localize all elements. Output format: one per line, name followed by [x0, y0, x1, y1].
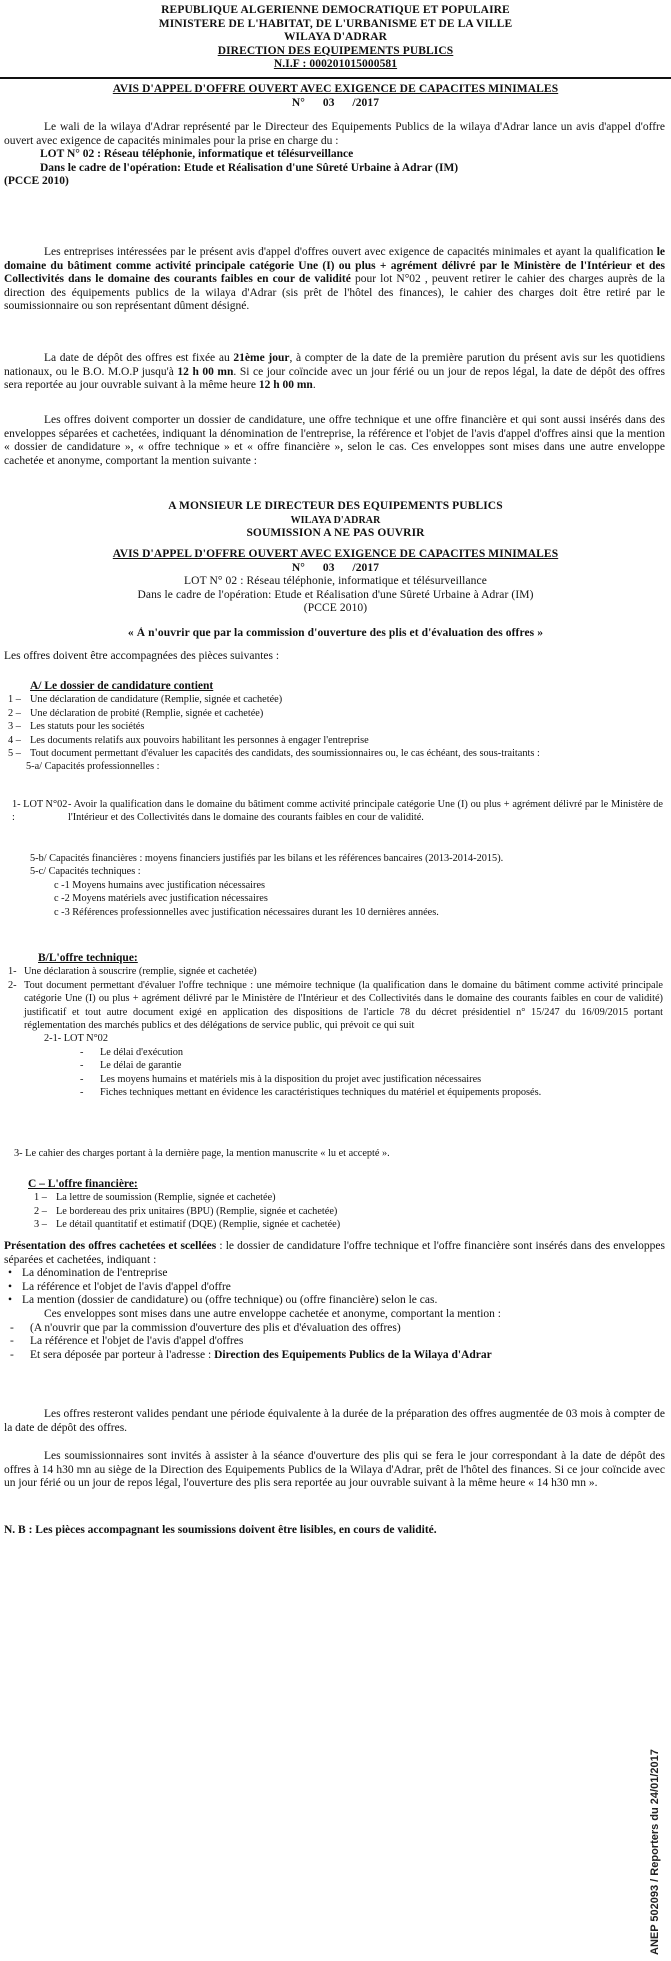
- intro-paragraph: Le wali de la wilaya d'Adrar représenté par le Directeur des Equipements Publics de la wilaya d'Adrar lance un avis d'appel d'offre ouvert avec exigence de capacités minimales pour la prise en charge du :: [4, 121, 665, 147]
- list-item: - Les moyens humains et matériels mis à la disposition du projet avec justification nécessaires: [100, 1073, 643, 1086]
- presentation-text: : le dossier de candidature l'offre technique et l'offre financière sont insérés dans des enveloppes séparées et cachetées, indiquant :: [4, 1240, 665, 1266]
- intro-lot: LOT N° 02 : Réseau téléphonie, informatique et télésurveillance: [40, 148, 354, 161]
- list-item: • La référence et l'objet de l'avis d'appel d'offre: [22, 1281, 665, 1295]
- technical-capacities: 5-c/ Capacités techniques :: [30, 866, 141, 878]
- list-item: • La mention (dossier de candidature) ou (offre technique) ou (offre financière) selon le cas.: [22, 1294, 665, 1308]
- deadline-text-4: .: [312, 379, 316, 392]
- deadline-text-1: La date de dépôt des offres est fixée au: [44, 352, 234, 364]
- technical-lot-list: [8, 1046, 663, 1100]
- technical-lot: 2-1- LOT N°02: [44, 1033, 108, 1045]
- address-block: [0, 500, 671, 541]
- list-number: 1 –: [34, 1192, 47, 1204]
- deadline-hour-2: 12 h 00 mn: [258, 379, 313, 392]
- list-number: 3 –: [34, 1219, 47, 1231]
- section-candidature-title: A/ Le dossier de candidature contient: [30, 680, 214, 692]
- list-item: Les statuts pour les sociétés: [30, 721, 145, 733]
- header-nif: N.I.F : 000201015000581: [273, 58, 398, 70]
- title-repeat: [0, 548, 671, 616]
- technical-item-2: Tout document permettant d'évaluer l'offre technique : une mémoire technique (la qualification dans le domaine du bâtiment comme activité principale catégorie Une (I) ou plus + agrément délivré par le Ministère de l'Intérieur et des Collectivités dans le domaine des courants faibles en cour de validité) justificatif et tout autre document exigé en application des dispositions de l'article 78 du décret présidentiel n° 15/247 du 16/09/2015 portant réglementation des marchés publics et des délégations de service public, qui prévoit ce qui suit: [24, 979, 663, 1032]
- lot-number: 1- LOT N°02 :: [12, 799, 68, 824]
- presentation-bullets: [4, 1267, 665, 1308]
- address-wilaya: WILAYA D'ADRAR: [290, 514, 381, 526]
- envelope-mention: Ces enveloppes sont mises dans une autre enveloppe cachetée et anonyme, comportant la mention :: [44, 1307, 501, 1320]
- pieces-intro: Les offres doivent être accompagnées des pièces suivantes :: [4, 650, 280, 662]
- header-divider: [0, 77, 671, 79]
- section-candidature: [8, 680, 663, 774]
- financial-capacities-text: 5-b/ Capacités financières : moyens financiers justifiés par les bilans et les références bancaires (2013-2014-2015).: [30, 853, 504, 864]
- list-item: - (A n'ouvrir que par la commission d'ouverture des plis et d'évaluation des offres): [30, 1322, 665, 1336]
- list-number: 5 –: [8, 748, 21, 760]
- list-item: Le bordereau des prix unitaires (BPU) (Remplie, signée et cachetée): [56, 1205, 338, 1217]
- presentation: [4, 1240, 665, 1362]
- section-financial: [8, 1178, 663, 1232]
- opening-session-text: Les soumissionnaires sont invités à assister à la séance d'ouverture des plis qui se fera le jour correspondant à la date de dépôt des offres à 14 h30 mn au siège de la Direction des Equipements Publics de la Wilaya d'Adrar, prêt de l'hôtel des finances. Si ce jour coïncide avec un jour férié ou un jour de repos légal, l'ouverture des plis sera reportée au jour ouvrable suivant à la même heure « 14 h30 mn ».: [4, 1450, 665, 1490]
- list-item: Une déclaration de candidature (Remplie, signée et cachetée): [30, 694, 283, 706]
- opening-session: [4, 1450, 665, 1491]
- header-wilaya: WILAYA D'ADRAR: [283, 31, 388, 43]
- financial-capacities: [30, 852, 663, 919]
- list-number: 3 –: [8, 721, 21, 733]
- presentation-title: Présentation des offres cachetées et scellées: [4, 1240, 217, 1252]
- deadline-text-3: . Si ce jour coïncide avec un jour férié ou un jour de repos légal, la date de dépôt des offres sera reportée au jour ouvrable suivant à la même heure: [4, 365, 665, 392]
- technical-capacity-item: c -1 Moyens humains avec justification nécessaires: [54, 879, 266, 891]
- eligibility-qualification: le domaine du bâtiment comme activité principale catégorie Une (I) ou plus + agrément délivré par le Ministère de l'Intérieur et des Collectivités dans le domaine des courants faibles en cour de validité: [4, 246, 665, 286]
- list-number: 4 –: [8, 734, 21, 746]
- list-item: Une déclaration de probité (Remplie, signée et cachetée): [30, 707, 264, 719]
- delivery-address: Direction des Equipements Publics de la Wilaya d'Adrar: [214, 1348, 492, 1361]
- intro-operation: Dans le cadre de l'opération: Etude et Réalisation d'une Sûreté Urbaine à Adrar (IM): [40, 161, 459, 174]
- professional-capacities: 5-a/ Capacités professionnelles :: [26, 761, 160, 773]
- list-item: [30, 1349, 665, 1363]
- eligibility-text-1: Les entreprises intéressées par le présent avis d'appel d'offres ouvert avec exigence de capacités minimales et ayant la qualification: [44, 246, 657, 258]
- list-number: 1-: [8, 966, 17, 978]
- validity-text: Les offres resteront valides pendant une période équivalente à la durée de la préparation des offres augmentée de 03 mois à compter de la date de dépôt des offres.: [4, 1408, 665, 1434]
- technical-capacity-item: c -3 Références professionnelles avec justification nécessaires durant les 10 dernières années.: [54, 906, 439, 918]
- list-item: La lettre de soumission (Remplie, signée et cachetée): [56, 1192, 276, 1204]
- header-ministry: MINISTERE DE L'HABITAT, DE L'URBANISME ET DE LA VILLE: [158, 17, 513, 30]
- nota-bene: N. B : Les pièces accompagnant les soumissions doivent être lisibles, en cours de validité.: [4, 1524, 437, 1536]
- envelopes-text: Les offres doivent comporter un dossier de candidature, une offre technique et une offre financière et qui sont aussi insérés dans des enveloppes séparées et cachetées, indiquant la dénomination de l'entreprise, la référence et l'objet de l'avis d'appel d'offres ainsi que la mention « dossier de candidature », « offre technique » et « offre financière », selon le cas. Ces enveloppes sont mises dans une autre enveloppe cachetée et anonyme, comportant la mention suivante :: [4, 414, 665, 467]
- list-number: 2 –: [34, 1205, 47, 1217]
- technical-capacity-item: c -2 Moyens matériels avec justification nécessaires: [54, 893, 268, 905]
- eligibility-paragraph: [4, 246, 665, 314]
- address-no-open: SOUMISSION A NE PAS OUVRIR: [246, 527, 425, 539]
- list-item: - Le délai d'exécution: [100, 1046, 643, 1059]
- title-number: N° 03 /2017: [291, 96, 380, 109]
- section-technical: [8, 952, 663, 1099]
- deadline-day: 21ème jour: [233, 352, 290, 364]
- list-number: 2 –: [8, 707, 21, 719]
- intro-pcce: (PCCE 2010): [4, 175, 69, 188]
- list-item: - Le délai de garantie: [100, 1059, 643, 1072]
- technical-item-1: Une déclaration à souscrire (remplie, signée et cachetée): [24, 966, 257, 978]
- list-number: 2-: [8, 979, 17, 991]
- title-repeat-operation: Dans le cadre de l'opération: Etude et Réalisation d'une Sûreté Urbaine à Adrar (IM): [137, 588, 534, 601]
- list-item: Le détail quantitatif et estimatif (DQE) (Remplie, signée et cachetée): [56, 1219, 341, 1231]
- header-direction: DIRECTION DES EQUIPEMENTS PUBLICS: [217, 44, 454, 57]
- title-repeat-main: AVIS D'APPEL D'OFFRE OUVERT AVEC EXIGENCE DE CAPACITES MINIMALES: [112, 548, 559, 560]
- deadline-paragraph: [4, 352, 665, 393]
- section-financial-title: C – L'offre financière:: [28, 1178, 138, 1190]
- validity: [4, 1408, 665, 1435]
- title-repeat-lot: LOT N° 02 : Réseau téléphonie, informatique et télésurveillance: [184, 575, 487, 587]
- eligibility-text-2: pour lot N°02 , peuvent retirer le cahier des charges auprès de la direction des équipements publics de la wilaya d'Adrar (sis prêt de l'hôtel des finances), le cahier des charges doit être retiré par le soumissionnaire ou son représentant dûment désigné.: [4, 273, 665, 313]
- list-number: 1 –: [8, 694, 21, 706]
- header: [0, 4, 671, 72]
- list-item: - La référence et l'objet de l'avis d'appel d'offres: [30, 1335, 665, 1349]
- lot-qualification: [12, 798, 663, 825]
- address-director: A MONSIEUR LE DIRECTEUR DES EQUIPEMENTS PUBLICS: [168, 500, 503, 512]
- header-republic: REPUBLIQUE ALGERIENNE DEMOCRATIQUE ET POPULAIRE: [161, 4, 510, 16]
- publication-reference: ANEP 502093 / Reporters du 24/01/2017: [649, 1749, 661, 1955]
- envelope-mention-list: [4, 1322, 665, 1363]
- list-item: Les documents relatifs aux pouvoirs habilitant les personnes à engager l'entreprise: [30, 734, 369, 746]
- deadline-hour: 12 h 00 mn: [177, 365, 234, 378]
- lot-requirement: - Avoir la qualification dans le domaine du bâtiment comme activité principale catégorie Une (I) ou plus + agrément délivré par le Ministère de l'Intérieur et des Collectivités dans le domaine des courants faibles en cour de validité.: [68, 799, 663, 824]
- opening-mention: « À n'ouvrir que par la commission d'ouverture des plis et d'évaluation des offres »: [127, 627, 544, 639]
- title-repeat-number: N° 03 /2017: [291, 561, 380, 574]
- title-repeat-pcce: (PCCE 2010): [303, 602, 368, 614]
- title: [0, 83, 671, 110]
- list-item: Tout document permettant d'évaluer les capacités des candidats, des soumissionnaires ou, le cas échéant, des sous-traitants :: [30, 748, 540, 760]
- title-main: AVIS D'APPEL D'OFFRE OUVERT AVEC EXIGENCE DE CAPACITES MINIMALES: [112, 83, 559, 95]
- list-item: • La dénomination de l'entreprise: [22, 1267, 665, 1281]
- delivery-text: Et sera déposée par porteur à l'adresse :: [30, 1348, 215, 1361]
- intro: [4, 121, 665, 189]
- envelopes-paragraph: [4, 414, 665, 468]
- deadline-text-2: , à compter de la date de la première parution du présent avis sur les quotidiens nationaux, ou le B.O. M.O.P jusqu'à: [4, 352, 665, 378]
- section-technical-title: B/L'offre technique:: [38, 952, 138, 964]
- technical-item-3: 3- Le cahier des charges portant à la dernière page, la mention manuscrite « lu et accepté ».: [14, 1148, 390, 1159]
- list-item: - Fiches techniques mettant en évidence les caractéristiques techniques du matériel et équipements proposés.: [100, 1086, 643, 1099]
